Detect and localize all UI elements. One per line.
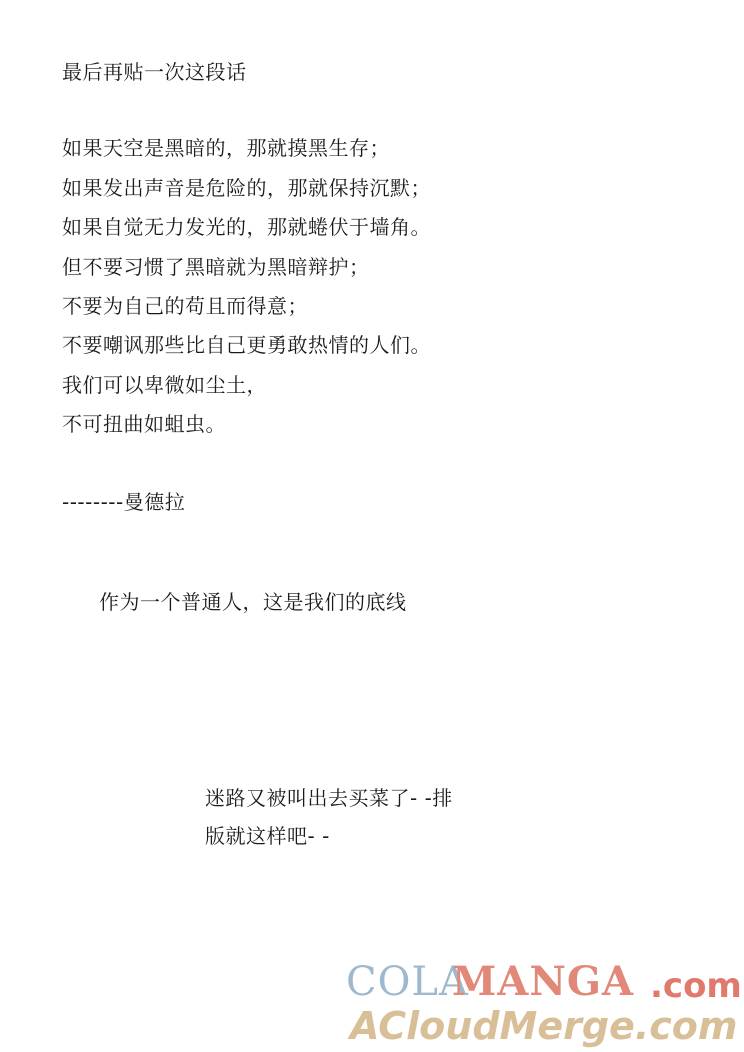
watermark-cola-text: COLA: [346, 959, 469, 1005]
poem-line: 但不要习惯了黑暗就为黑暗辩护；: [62, 255, 370, 279]
poem-line: 如果自觉无力发光的，那就蜷伏于墙角。: [62, 215, 431, 239]
poem-line: 不要嘲讽那些比自己更勇敢热情的人们。: [62, 333, 431, 357]
watermark-acloudmerge-text: ACloudMerge.com: [350, 1004, 738, 1048]
watermark-manga-text: MANGA: [452, 958, 635, 1005]
poem-line: 我们可以卑微如尘土，: [62, 373, 267, 397]
poem-line: 如果天空是黑暗的，那就摸黑生存；: [62, 136, 390, 160]
poem-line: 不可扭曲如蛆虫。: [62, 412, 226, 436]
attribution-text: --------曼德拉: [62, 490, 186, 514]
comment-text: 作为一个普通人，这是我们的底线: [99, 590, 407, 614]
poem-line: 如果发出声音是危险的，那就保持沉默；: [62, 176, 431, 200]
watermark-com-text: .com: [650, 966, 742, 1006]
poem-line: 不要为自己的苟且而得意；: [62, 294, 308, 318]
heading-text: 最后再贴一次这段话: [62, 60, 247, 84]
note-line: 迷路又被叫出去买菜了- -排: [205, 786, 453, 810]
note-line: 版就这样吧- -: [205, 824, 330, 848]
